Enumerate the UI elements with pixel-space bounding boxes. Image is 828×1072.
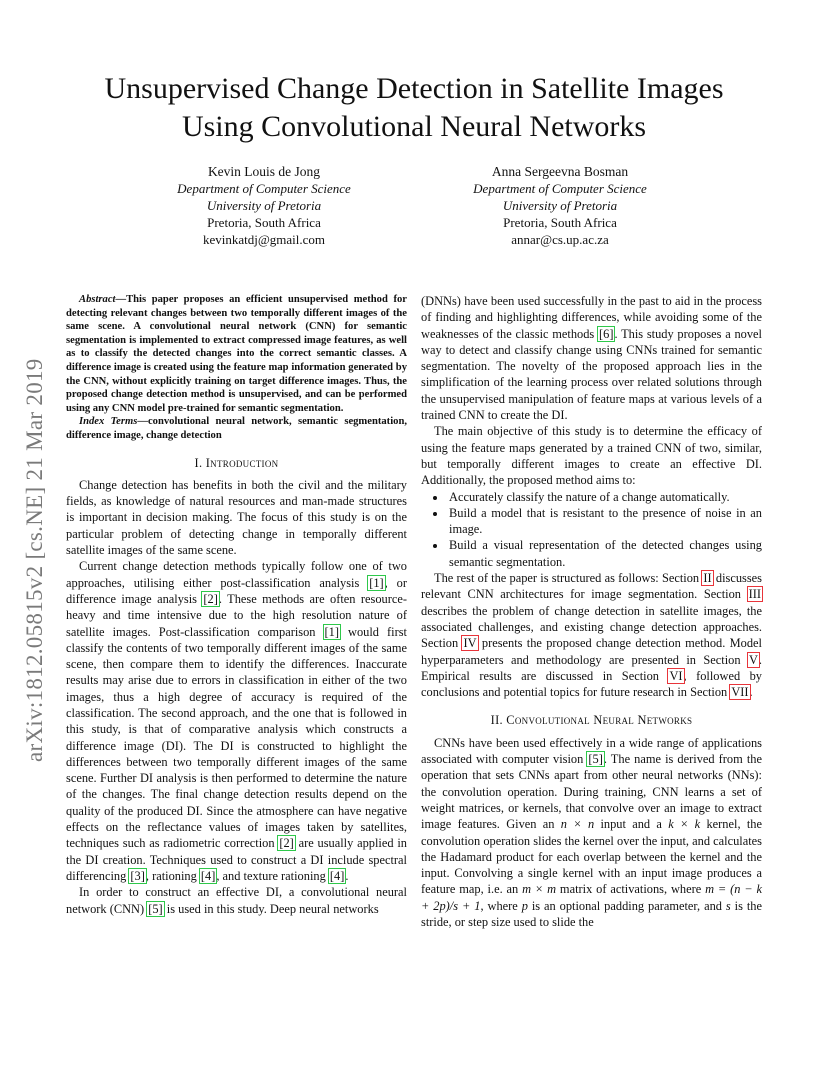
list-item: • Build a model that is resistant to the presence of noise in an image. — [447, 505, 762, 538]
right-column — [421, 293, 762, 930]
paragraph: The main objective of this study is to determine the efficacy of using the feature maps generated by a trained CNN of two, similar, but temporally different images to create an effective DI. Additionally, the proposed method aims to: — [421, 424, 762, 488]
list-item: • Accurately classify the nature of a change automatically. — [447, 489, 762, 505]
author-email: kevinkatdj@gmail.com — [202, 232, 326, 247]
section-link[interactable]: III — [748, 587, 761, 602]
arxiv-stamp-text: arXiv:1812.05815v2 [cs.NE] 21 Mar 2019 — [22, 358, 47, 762]
section-link[interactable]: VII — [731, 685, 749, 700]
citation-link[interactable]: [1] — [369, 575, 384, 590]
math-inline: m = (n − k + 2p)/s + 1 — [421, 882, 763, 913]
math-inline: s — [725, 898, 731, 913]
author-location: Pretoria, South Africa — [207, 215, 321, 230]
author-name: Anna Sergeevna Bosman — [491, 164, 629, 179]
index-terms — [66, 415, 407, 442]
citation-link[interactable]: [3] — [130, 868, 145, 883]
arxiv-stamp — [22, 282, 48, 762]
author-name: Kevin Louis de Jong — [207, 164, 321, 179]
citation-link[interactable]: [6] — [599, 326, 614, 341]
citation-link[interactable]: [1] — [324, 624, 339, 639]
citation-link[interactable]: [4] — [200, 868, 216, 883]
author-univ: University of Pretoria — [502, 198, 618, 213]
section-link[interactable]: II — [703, 571, 712, 586]
index-terms-text: —convolutional neural network, semantic segmentation, difference image, change detection — [66, 416, 407, 441]
author-email: annar@cs.up.ac.za — [511, 232, 609, 247]
abstract-text: —This paper proposes an efficient unsupervised method for detecting relevant changes between two temporally different images of the same scene. A convolutional neural network (CNN) for semantic segmentation is implemented to extract compressed image features, as well as to classify the detected changes into the correct semantic classes. A difference image is created using the feature map information generated by the CNN, without explicitly training on target difference images. Thus, the proposed change detection method is unsupervised, and can be performed using any CNN model pre-trained for semantic segmentation. — [66, 294, 407, 414]
section-link[interactable]: IV — [463, 636, 477, 651]
author-block-2 — [435, 163, 685, 248]
paragraph: Change detection has benefits in both the civil and the military fields, as knowledge of natural resources and man-made structures is important in decision making. The focus of this study is on the particular problem of detecting change in temporally different satellite images of the same scene. — [66, 477, 407, 558]
index-terms-label: Index Terms — [79, 416, 138, 428]
paper-title — [40, 70, 788, 146]
author-location: Pretoria, South Africa — [503, 215, 617, 230]
math-inline: m × m — [522, 882, 557, 897]
section-link[interactable]: V — [748, 652, 758, 667]
math-inline: p — [521, 898, 528, 913]
paragraph: The rest of the paper is structured as follows: Section II discusses relevant CNN architectures for image segmentation. Section III describes the problem of change detection in satellite images, the associated challenges, and existing change detection approaches. Section IV presents the proposed change detection method. Model hyperparameters and methodology are presented in Section V. Empirical results are discussed in Section VI, followed by conclusions and potential topics for future research in Section VII. — [421, 571, 763, 700]
title-line-2: Using Convolutional Neural Networks — [181, 110, 647, 143]
paragraph: CNNs have been used effectively in a wide range of applications associated with computer vision [5]. The name is derived from the operation that sets CNNs apart from other neural networks (NNs): the convolution operation. During training, CNN learns a set of weight matrices, or kernels, that convolve over an image to extract image features. Given an n × n input and a k × k kernel, the convolution operation slides the kernel over the input, and calculates the Hadamard product for each overlap between the kernel and the input. Convolving a single kernel with an input image produces a feature map, i.e. an m × m matrix of activations, where m = (n − k + 2p)/s + 1, where p is an optional padding parameter, and s is the stride, or step size used to slide the — [421, 735, 763, 929]
math-inline: n × n — [560, 817, 595, 832]
objectives-list — [421, 489, 762, 570]
section-heading-introduction: I. Introduction — [194, 455, 279, 470]
citation-link[interactable]: [5] — [148, 901, 163, 916]
section-heading-cnn: II. Convolutional Neural Networks — [490, 713, 693, 728]
author-block-1 — [139, 163, 389, 248]
abstract-label: Abstract — [79, 294, 116, 305]
citation-link[interactable]: [2] — [203, 591, 218, 606]
paragraph: In order to construct an effective DI, a convolutional neural network (CNN) [5] is used in this study. Deep neural networks — [66, 885, 407, 916]
left-column — [66, 293, 407, 917]
paragraph: Current change detection methods typically follow one of two approaches, utilising either post-classification analysis [1], or difference image analysis [2]. These methods are often resource-heavy and time intensive due to the high resolution nature of satellite images. Post-classification comparison [1] would first classify the contents of two temporally different images of the same scene, then compare them to identify the differences. Inaccurate results may arise due to errors in classification in either of the two images, thus a high degree of accuracy is required of the classification. The second approach, and the one that is followed in this study, is that of comparative analysis which constructs a difference image (DI). The DI is constructed to highlight the differences between two temporally different images of the same scene. Further DI analysis is then performed to determine the nature of the changes. The final change detection results depend on the quality of the produced DI. Since the atmosphere can have negative effects on the reflectance values of images taken by satellites, techniques such as radiometric correction [2] are usually applied in the DI creation. Techniques used to construct a DI include spectral differencing [3], rationing [4], and texture rationing [4]. — [66, 559, 408, 883]
citation-link[interactable]: [4] — [329, 868, 345, 883]
math-inline: k × k — [668, 817, 701, 832]
title-line-1: Unsupervised Change Detection in Satellite Images — [104, 72, 724, 105]
paragraph: (DNNs) have been used successfully in the past to aid in the process of finding and highlighting differences, while avoiding some of the weaknesses of the classic methods [6]. This study proposes a novel way to detect and classify change using CNNs trained for semantic segmentation. The novelty of the proposed approach lies in the simplification of the learning process over related solutions through the unsupervised manipulation of feature maps at various levels of a trained CNN to create the DI. — [421, 294, 762, 423]
author-univ: University of Pretoria — [206, 198, 322, 213]
abstract — [66, 293, 407, 415]
list-item: • Build a visual representation of the detected changes using semantic segmentation. — [447, 537, 762, 570]
section-link[interactable]: VI — [669, 668, 683, 683]
author-dept: Department of Computer Science — [177, 181, 351, 196]
citation-link[interactable]: [2] — [279, 836, 294, 851]
author-dept: Department of Computer Science — [473, 181, 647, 196]
citation-link[interactable]: [5] — [588, 752, 603, 767]
